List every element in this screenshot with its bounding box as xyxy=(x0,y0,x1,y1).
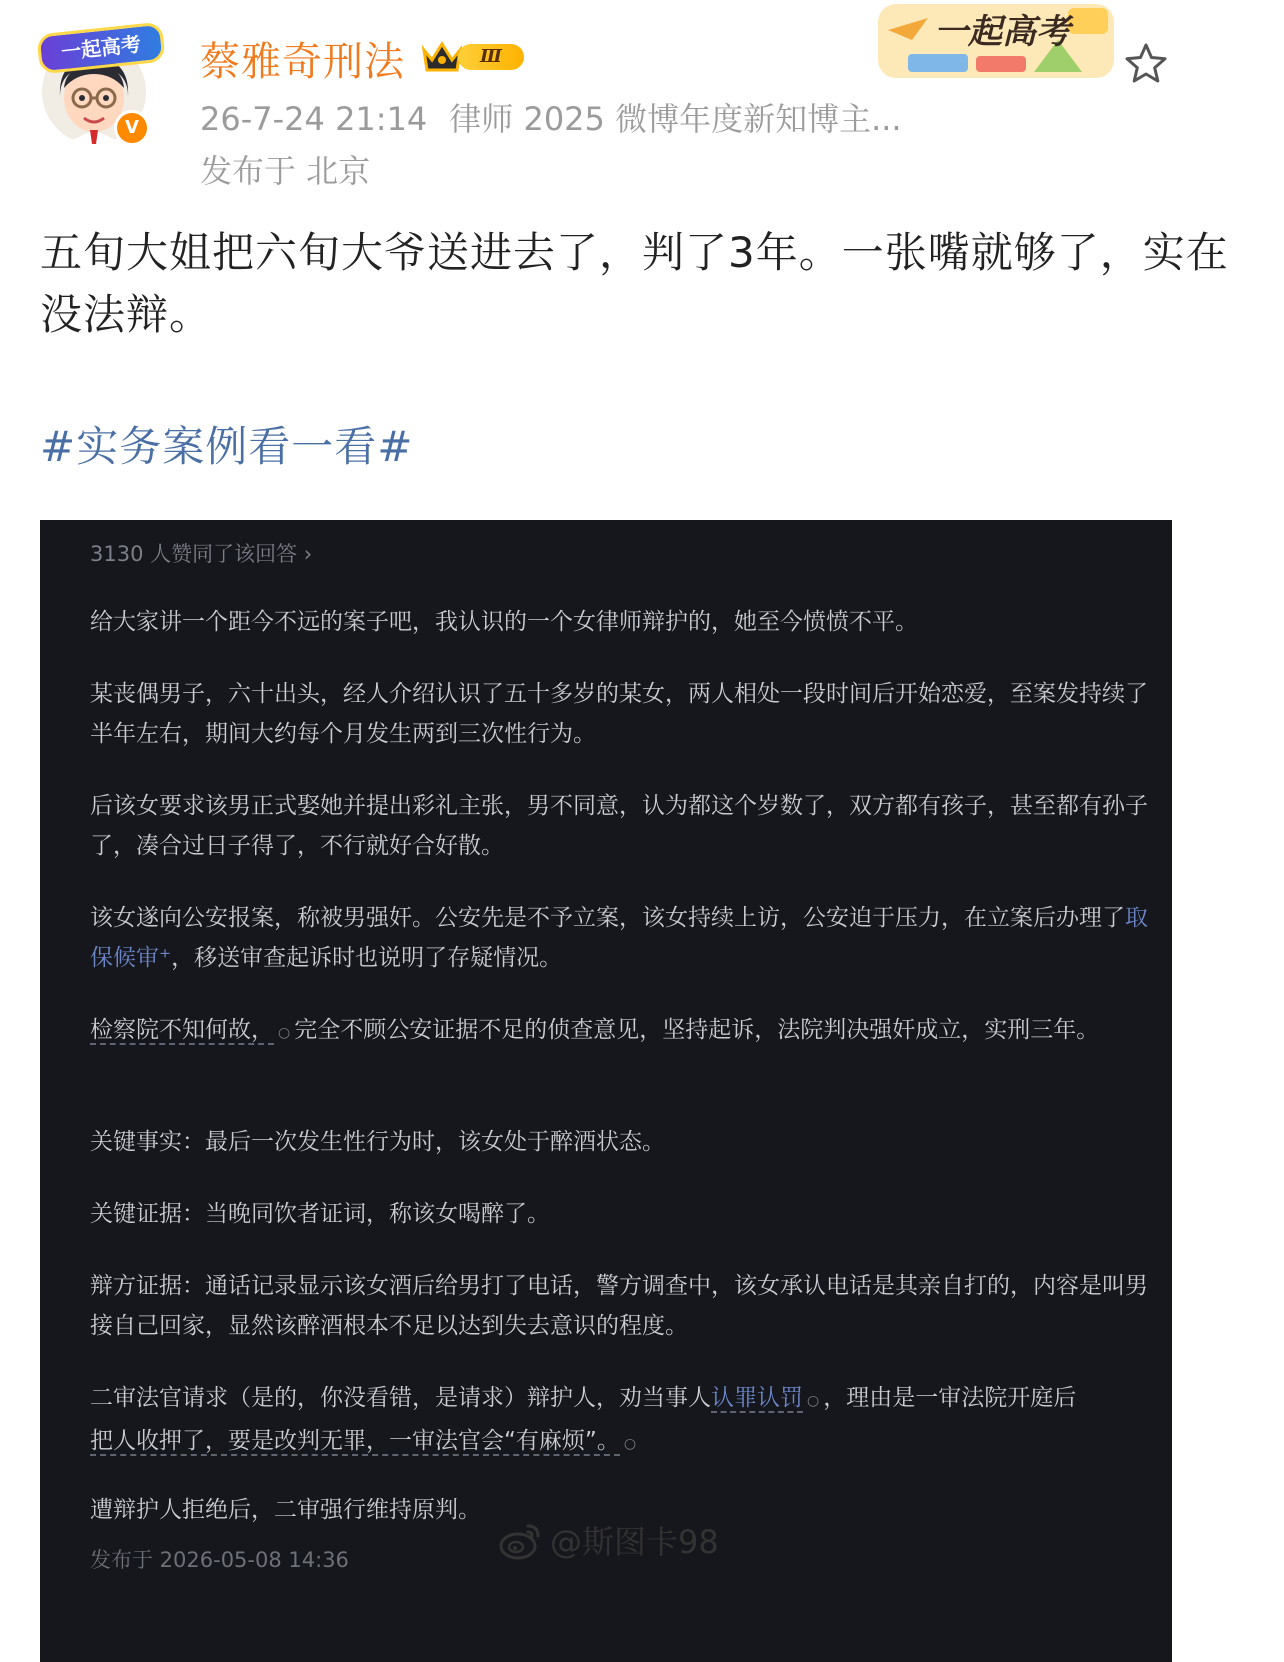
paragraph-9 xyxy=(90,1378,1150,1464)
paragraph-9-text-b: ，理由是一审法院开庭后 xyxy=(823,1385,1077,1411)
highlighted-phrase[interactable]: 把人收押了，要是改判无罪，一审法官会“有麻烦”。 xyxy=(90,1428,620,1454)
paragraph-1: 给大家讲一个距今不远的案子吧，我认识的一个女律师辩护的，她至今愤愤不平。 xyxy=(90,609,918,635)
weibo-logo-icon xyxy=(498,1518,542,1562)
comment-bubble-icon[interactable]: ○ xyxy=(807,1393,820,1409)
level-tier: Ⅲ xyxy=(458,44,524,70)
paragraph-6: 关键事实：最后一次发生性行为时，该女处于醉酒状态。 xyxy=(90,1129,665,1155)
paragraph-4-text-b: ，移送审查起诉时也说明了存疑情况。 xyxy=(171,945,563,971)
decorative-banner xyxy=(868,0,1120,82)
answer-publish-time: 发布于 2026-05-08 14:36 xyxy=(90,1548,349,1572)
verified-icon: V xyxy=(114,110,150,146)
paragraph-10: 遭辩护人拒绝后，二审强行维持原判。 xyxy=(90,1497,481,1523)
paragraph-3: 后该女要求该男正式娶她并提出彩礼主张，男不同意，认为都这个岁数了，双方都有孩子，甚至都有孙子了，凑合过日子得了，不行就好合好散。 xyxy=(90,793,1148,859)
paragraph-2: 某丧偶男子，六十出头，经人介绍认识了五十多岁的某女，两人相处一段时间后开始恋爱，至案发持续了半年左右，期间大约每个月发生两到三次性行为。 xyxy=(90,681,1148,747)
author-avatar[interactable] xyxy=(38,28,150,146)
level-badge xyxy=(420,38,530,76)
paragraph-8: 辩方证据：通话记录显示该女酒后给男打了电话，警方调查中，该女承认电话是其亲自打的，内容是叫男接自己回家，显然该醉酒根本不足以达到失去意识的程度。 xyxy=(90,1273,1148,1339)
paragraph-7: 关键证据：当晚同饮者证词，称该女喝醉了。 xyxy=(90,1201,550,1227)
upvote-count[interactable]: 3130 人赞同了该回答 › xyxy=(90,542,313,566)
paragraph-4-text-a: 该女遂向公安报案，称被男强奸。公安先是不予立案，该女持续上访，公安迫于压力，在立案后办理了 xyxy=(90,905,1125,931)
bail-term-link[interactable]: 取保候审⁺ xyxy=(90,905,1148,971)
favorite-button[interactable] xyxy=(1124,42,1168,84)
post-text: 五旬大姐把六旬大爷送进去了，判了3年。一张嘴就够了，实在没法辩。 xyxy=(40,228,1229,339)
paragraph-5 xyxy=(90,1010,1150,1053)
author-tag[interactable]: 律师 2025 微博年度新知博主... xyxy=(449,100,902,138)
banner-text: 一起高考 xyxy=(934,12,1070,52)
avatar-badge: 一起高考 xyxy=(36,22,165,75)
comment-bubble-icon[interactable]: ○ xyxy=(623,1436,637,1452)
author-name[interactable]: 蔡雅奇刑法 xyxy=(200,39,405,85)
post-meta xyxy=(200,94,902,140)
comment-bubble-icon[interactable]: ○ xyxy=(278,1025,291,1041)
star-outline-icon xyxy=(1124,42,1168,84)
watermark-text: @斯图卡98 xyxy=(550,1523,719,1561)
post-location: 发布于 北京 xyxy=(200,152,371,190)
hashtag-link[interactable]: #实务案例看一看# xyxy=(40,422,414,471)
paragraph-9-text-a: 二审法官请求（是的，你没看错，是请求）辩护人，劝当事人 xyxy=(90,1385,711,1411)
highlighted-phrase[interactable]: 检察院不知何故， xyxy=(90,1017,274,1043)
post-timestamp: 26-7-24 21:14 xyxy=(200,100,428,138)
watermark xyxy=(498,1518,719,1562)
paragraph-5-text-b: 完全不顾公安证据不足的侦查意见，坚持起诉，法院判决强奸成立，实刑三年。 xyxy=(294,1017,1100,1043)
plea-term-link[interactable]: 认罪认罚 xyxy=(711,1385,803,1411)
embedded-screenshot[interactable] xyxy=(40,520,1172,1662)
paragraph-4 xyxy=(90,898,1150,978)
